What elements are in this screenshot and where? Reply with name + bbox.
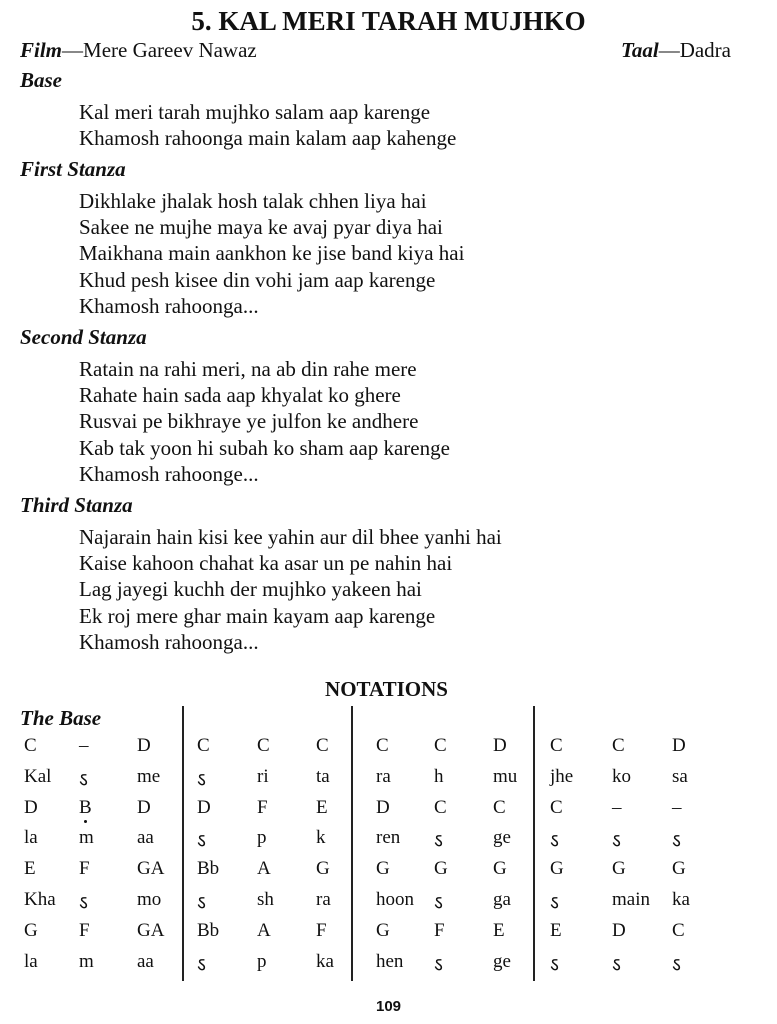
verse-line: Ratain na rahi meri, na ab din rahe mere — [79, 357, 417, 381]
lyric-cell: ka — [316, 950, 334, 972]
verse-line: Khud pesh kisee din vohi jam aap karenge — [79, 267, 436, 292]
film-info — [20, 38, 257, 63]
lyric-cell: ऽ — [434, 893, 443, 914]
note-cell: A — [257, 919, 271, 941]
note-cell: G — [434, 858, 448, 880]
notations-title — [0, 677, 777, 702]
note-cell: C — [197, 735, 210, 756]
lyric-cell: la — [24, 827, 38, 849]
lyric-cell: ko — [612, 765, 631, 787]
lyric-cell: ऽ — [197, 893, 206, 914]
film-value: —Mere Gareev Nawaz — [62, 38, 257, 62]
lyric-cell: jhe — [550, 765, 574, 787]
lyric-cell: Kal — [24, 765, 52, 787]
note-cell: C — [434, 796, 447, 818]
lyric-cell: ge — [493, 827, 511, 849]
lyric-cell: ऽ — [79, 893, 88, 914]
lyric-cell: Kha — [24, 889, 56, 910]
lyric-cell: ge — [493, 950, 511, 972]
taal-info — [621, 38, 731, 63]
lyric-cell: aa — [137, 950, 154, 972]
note-cell: Bb — [197, 858, 220, 880]
lyric-cell: m — [79, 950, 94, 972]
verse-line: Kab tak yoon hi subah ko sham aap karenge — [79, 435, 450, 460]
note-cell: E — [24, 858, 36, 880]
note-cell: D — [137, 735, 151, 756]
verse-line: Kaise kahoon chahat ka asar un pe nahin hai — [79, 551, 453, 576]
lyric-cell: ra — [316, 889, 331, 910]
lyric-cell: ऽ — [79, 769, 88, 791]
verse-line: Kal meri tarah mujhko salam aap karenge — [79, 100, 431, 124]
verse-line: Ek roj mere ghar main kayam aap karenge — [79, 603, 436, 628]
lyric-cell: ra — [376, 765, 391, 787]
lyric-cell: ta — [316, 765, 330, 787]
measure-bar — [351, 706, 353, 981]
notations-title-text: NOTATIONS — [325, 677, 448, 701]
note-cell: Bb — [197, 919, 220, 941]
lyric-cell: ri — [257, 765, 269, 787]
notations-subheading: The Base — [20, 706, 102, 730]
note-cell: G — [493, 858, 507, 880]
note-cell: G — [24, 919, 38, 941]
verse-line: Najarain hain kisi kee yahin aur dil bhee yanhi hai — [79, 525, 502, 549]
lower-octave-note: B — [79, 796, 92, 818]
note-cell: D — [137, 796, 151, 818]
note-cell: E — [493, 919, 505, 941]
lyric-cell: ऽ — [612, 954, 621, 976]
note-cell: A — [257, 858, 271, 880]
verse-line: Dikhlake jhalak hosh talak chhen liya hai — [79, 189, 427, 213]
section-heading-first-stanza: First Stanza — [20, 157, 126, 181]
lyric-cell: hen — [376, 950, 404, 972]
lyric-cell: me — [137, 765, 161, 787]
lyric-cell: la — [24, 950, 38, 972]
note-cell: D — [493, 735, 507, 756]
verse-line: Khamosh rahoonga main kalam aap kahenge — [79, 126, 457, 151]
note-cell: D — [612, 919, 626, 941]
section-heading-second-stanza: Second Stanza — [20, 325, 147, 349]
lyric-cell: ऽ — [197, 954, 206, 976]
film-label: Film — [20, 38, 63, 62]
note-cell: D — [672, 735, 686, 756]
note-cell: – — [672, 796, 682, 818]
verse-line: Rahate hain sada aap khyalat ko ghere — [79, 383, 401, 408]
verse-line: Khamosh rahoonga... — [79, 293, 259, 318]
section-verse-base — [79, 99, 456, 151]
taal-value: —Dadra — [658, 38, 731, 62]
note-cell: G — [550, 858, 564, 880]
lyric-cell: ऽ — [434, 831, 443, 853]
lyric-cell: ऽ — [434, 954, 443, 976]
note-cell: C — [672, 919, 685, 941]
verse-line: Maikhana main aankhon ke jise band kiya hai — [79, 241, 465, 266]
note-cell: D — [197, 796, 211, 818]
lyric-cell: ऽ — [672, 831, 681, 853]
note-cell: C — [493, 796, 506, 818]
page-number: 109 — [375, 998, 402, 1015]
section-heading-base: Base — [20, 68, 62, 92]
note-cell: F — [434, 919, 445, 941]
lyric-cell: ga — [493, 889, 511, 910]
note-cell: F — [316, 919, 327, 941]
note-cell: C — [24, 735, 37, 756]
note-cell: GA — [137, 858, 165, 880]
note-cell: E — [316, 796, 328, 818]
song-title: 5. KAL MERI TARAH MUJHKO — [191, 6, 586, 36]
note-cell: C — [550, 796, 563, 818]
note-cell: – — [79, 735, 89, 756]
lyric-cell: ऽ — [550, 954, 559, 976]
note-cell: F — [79, 858, 90, 880]
measure-bar — [533, 706, 535, 981]
note-cell: G — [612, 858, 626, 880]
section-verse-first-stanza — [79, 188, 464, 319]
verse-line: Sakee ne mujhe maya ke avaj pyar diya hai — [79, 215, 443, 240]
note-cell: C — [257, 735, 270, 756]
lyric-cell: h — [434, 765, 444, 787]
lyric-cell: ऽ — [672, 954, 681, 976]
note-cell: C — [434, 735, 447, 756]
lyric-cell: ka — [672, 889, 690, 910]
note-cell: F — [79, 919, 90, 941]
section-verse-third-stanza — [79, 524, 502, 655]
verse-line: Khamosh rahoonge... — [79, 461, 259, 486]
lyric-cell: ऽ — [197, 769, 206, 791]
taal-label: Taal — [620, 38, 659, 62]
section-heading-third-stanza: Third Stanza — [20, 493, 133, 517]
lyric-cell: mu — [493, 765, 518, 787]
lyric-cell: ऽ — [197, 831, 206, 853]
note-cell: F — [257, 796, 268, 818]
lyric-cell: hoon — [376, 889, 414, 910]
section-verse-second-stanza — [79, 356, 450, 487]
note-cell: C — [376, 735, 389, 756]
lyric-cell: ऽ — [612, 831, 621, 853]
note-cell: G — [376, 919, 390, 941]
verse-line: Khamosh rahoonga... — [79, 629, 259, 654]
lyric-cell: sa — [672, 765, 688, 787]
lyric-cell: m — [79, 827, 94, 849]
lyric-cell: aa — [137, 827, 154, 849]
measure-bar — [182, 706, 184, 981]
lyric-cell: ren — [376, 827, 401, 849]
lyric-cell: ऽ — [550, 831, 559, 853]
note-cell: C — [316, 735, 329, 756]
lyric-cell: ऽ — [550, 893, 559, 914]
lyric-cell: main — [612, 889, 650, 910]
lyric-cell: sh — [257, 889, 274, 910]
note-cell — [79, 797, 92, 819]
note-cell: C — [612, 735, 625, 756]
note-cell: GA — [137, 919, 165, 941]
lyric-cell: p — [257, 827, 267, 849]
note-cell: G — [672, 858, 686, 880]
verse-line: Lag jayegi kuchh der mujhko yakeen hai — [79, 577, 422, 602]
note-cell: E — [550, 919, 562, 941]
lyric-cell: k — [316, 827, 326, 849]
note-cell: D — [376, 796, 390, 818]
verse-line: Rusvai pe bikhraye ye julfon ke andhere — [79, 409, 419, 434]
note-cell: – — [612, 796, 622, 818]
note-cell: C — [550, 735, 563, 756]
note-cell: G — [316, 858, 330, 880]
lyric-cell: p — [257, 950, 267, 972]
note-cell: D — [24, 796, 38, 818]
note-cell: G — [376, 858, 390, 880]
lyric-cell: mo — [137, 889, 162, 910]
